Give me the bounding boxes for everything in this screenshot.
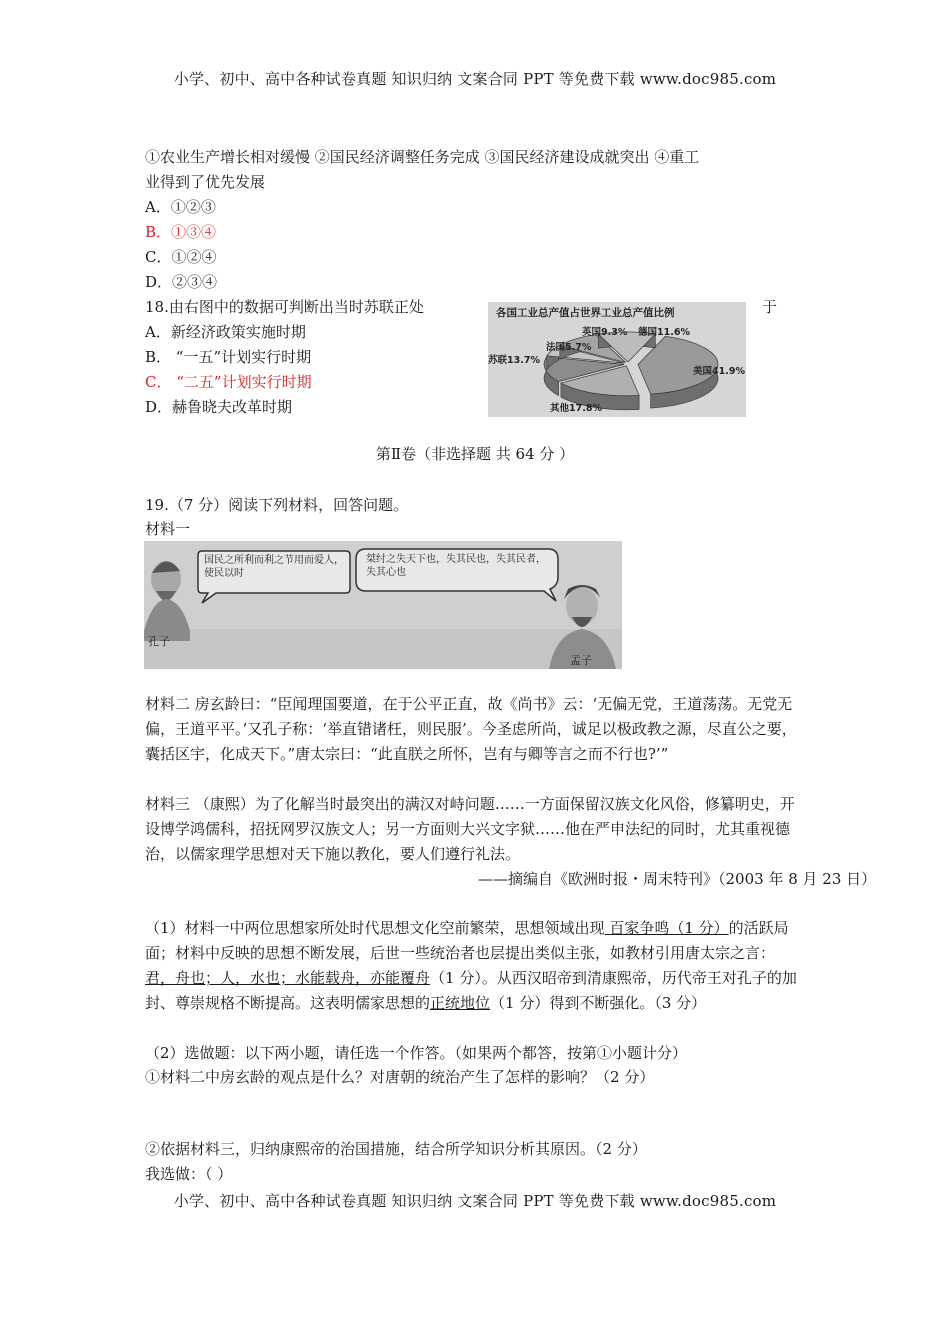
pie-label-3: 法国5.7% [546,342,592,353]
choice-line: 我选做：（ ） [145,1165,233,1183]
q17-stem-line2: 业得到了优先发展 [145,173,266,191]
q17-option-b: B．①③④ [145,223,217,241]
part1-text-a: （1）材料一中两位思想家所处时代思想文化空前繁荣，思想领域出现 [145,919,605,937]
q19-part2: （2）选做题：以下两小题，请任选一个作答。（如果两个都答，按第①小题计分） [145,1044,688,1062]
q17-stem-line1: ①农业生产增长相对缓慢 ②国民经济调整任务完成 ③国民经济建设成就突出 ④重工 [145,148,700,166]
q19-part2-option1: ①材料二中房玄龄的观点是什么？对唐朝的统治产生了怎样的影响？（2 分） [145,1068,655,1086]
part1-text-b: 的活跃局面；材料中反映的思想不断发展，后世一些统治者也层提出类似主张，如教材引用唐太宗之言： [145,919,789,962]
pie-label-2: 苏联13.7% [488,355,540,366]
page-footer: 小学、初中、高中各种试卷真题 知识归纳 文案合同 PPT 等免费下载 www.doc985.com [173,1192,777,1210]
page-header: 小学、初中、高中各种试卷真题 知识归纳 文案合同 PPT 等免费下载 www.doc985.com [173,70,777,88]
q17-option-a: A．①②③ [145,198,216,216]
cartoon-svg [144,541,622,669]
material3-source: ——摘编自《欧洲时报・周末特刊》（2003 年 8 月 23 日） [478,870,877,888]
part1-text-c: （1 分）。从西汉昭帝到清康熙帝，历代帝王对孔子的加封、尊崇规格不断提高。这表明儒家思想的 [145,969,797,1012]
pie-label-0: 美国41.9% [693,366,745,377]
material2-text: 材料二 房玄龄曰：“臣闻理国要道，在于公平正直，故《尚书》云：‘无偏无党，王道荡荡。无党无偏，王道平平。’又孔子称：‘举直错诸枉，则民服’。今圣虑所尚，诚足以极政教之源，尽直公之要，囊括区宇，化成天下。”唐太宗曰：“此直朕之所怀，岂有与卿等言之而不行也?’” [145,695,797,763]
q17-option-c: C．①②④ [145,248,217,266]
q17-option-d: D．②③④ [145,273,218,291]
q18-option-b: B． “一五”计划实行时期 [145,348,312,366]
name-confucius: 孔子 [148,635,170,648]
bubble-left-text: 国民之所利而利之节用而爱人，使民以时 [204,555,344,579]
part1-answer-2: 君，舟也；人，水也；水能载舟，亦能覆舟 [145,969,431,987]
q19-part1 [145,916,805,1016]
q18-stem-tail: 于 [762,298,778,316]
q19-intro: 19.（7 分）阅读下列材料，回答问题。 [145,496,409,514]
pie-label-4: 英国9.3% [582,327,628,338]
chart-title: 各国工业总产值占世界工业总产值比例 [496,307,675,319]
confucius-mencius-cartoon [144,541,622,669]
part1-answer-3: 正统地位 [430,994,491,1012]
q18-option-d: D．赫鲁晓夫改革时期 [145,398,293,416]
pie-label-1: 其他17.8% [550,403,602,414]
pie-chart-figure [488,302,746,417]
pie-label-5: 德国11.6% [638,327,690,338]
material3-text: 材料三 （康熙）为了化解当时最突出的满汉对峙问题……一方面保留汉族文化风俗，修纂明史，开设博学鸿儒科，招抚网罗汉族文人；另一方面则大兴文字狱……他在严申法纪的同时，尤其重视德治，以儒家理学思想对天下施以教化，要人们遵行礼法。 [145,795,795,863]
name-mencius: 孟子 [570,654,592,667]
q18-option-c: C． “二五”计划实行时期 [145,373,312,391]
part1-text-d: （1 分）得到不断强化。（3 分） [490,994,707,1012]
q19-part2-option2: ②依据材料三，归纳康熙帝的治国措施，结合所学知识分析其原因。（2 分） [145,1140,647,1158]
q18-stem: 18.由右图中的数据可判断出当时苏联正处 [145,298,424,316]
section-title: 第Ⅱ卷（非选择题 共 64 分 ） [375,445,575,463]
material1-label: 材料一 [145,520,191,538]
bubble-right-text: 桀纣之失天下也，失其民也，失其民者，失其心也 [366,554,546,578]
q18-option-a: A．新经济政策实施时期 [145,323,306,341]
pie-chart-svg [488,302,746,417]
part1-answer-1: 百家争鸣（1 分） [604,919,729,937]
